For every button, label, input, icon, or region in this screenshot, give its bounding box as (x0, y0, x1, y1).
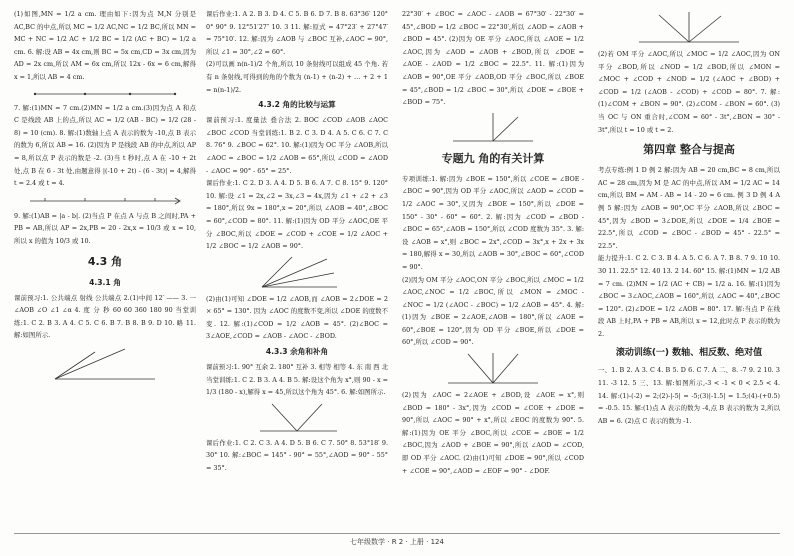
angle-figure (252, 255, 342, 291)
subsection-heading: 4.3.2 角的比较与运算 (258, 100, 336, 110)
answer-text: 专项训练:1. 解:因为 ∠BOE = 150°,所以 ∠COE = ∠BOE - ∠BOC = 90°,因为 OD 平分 ∠AOC,所以 ∠AOD = ∠COD = 1/2 ∠AOC = 30°,又因为 ∠BOE = 150°,所以 ∠DOE = 150° - 30° - 60° = 60°. 2. 解:因为 ∠COD = ∠BOD - ∠BOC = 65°,∠AOB = 150°,所以 ∠COD 度数为 35°. 3. 解:设 ∠AOB = x°,则 ∠BOC = 2x°,∠COD = 3x°,x + 2x + 3x = 180,解得 x = 30,所以 ∠AOB = 30°,∠BOC = 60°,∠COD = 90°. (402, 174, 584, 271)
answer-text: (2)若 OM 平分 ∠AOC,所以 ∠MOC = 1/2 ∠AOC,因为 ON 平分 ∠BOD,所以 ∠NOD = 1/2 ∠BOD,所以 ∠MON = ∠MOC + ∠COD + ∠NOD = 1/2 (∠AOC + ∠BOD) + ∠COD = 1/2 (∠AOB - ∠COD) + ∠COD = 80°. 7. 解:(1)∠COM + ∠BON = 90°. (2)∠COM - ∠BON = 60°. (3)当 OC 与 ON 重合时,∠COM = 60° - 3t°,∠BON = 30° - 3t°,所以 t = 10 或 t = 2. (598, 50, 780, 134)
page-footer: 七年级数学 · R 2 · 上册 · 124 (350, 538, 444, 546)
answer-text: 课前预习:1. 公共端点 射线 公共端点 2.(1)中间 12′ —— 3. 一 ∠AOB ∠O ∠1 ∠α 4. 度 分 秒 60 60 360 180 90 当堂训练:1. C 2. B 3. A 4. C 5. C 6. B 7. B 8. B 9. D 10. 略 11. 解:如图所示. (14, 293, 196, 340)
footer-rule (14, 533, 780, 534)
column-1 (14, 8, 196, 534)
answer-text: 22°30′ + ∠BOC = ∠AOC - ∠AOB = 67°30′ - 22°30′ = 45°,∠BOD = 1/2 ∠BOC = 22°30′,所以 ∠AOD = ∠AOB + ∠BOD = 45°. (2)因为 OE 平分 ∠AOC,所以 ∠AOE = 1/2 ∠AOC,因为 ∠AOD = ∠AOB + ∠BOD,所以 ∠DOE = ∠AOE - ∠AOD = 1/2 ∠BOC = 22.5°. 11. 解:(1)因为 ∠AOB = 90°,OE 平分 ∠AOB,OD 平分 ∠BOC,所以 ∠BOE = 45°,∠BOD = 1/2 ∠BOC = 30°,所以 ∠DOE = ∠BOE + ∠BOD = 75°. (402, 10, 584, 107)
subsection-heading: 4.3.3 余角和补角 (265, 347, 329, 357)
column-4 (598, 8, 780, 534)
angle-figure (45, 344, 165, 384)
section-heading: 第四章 整合与提高 (643, 143, 735, 157)
answer-text: 一、1. B 2. A 3. C 4. B 5. D 6. C 7. A 二、8. -7 9. 2 10. 3 11. -3 12. 5 三、13. 解:如图所示,-3 < -1 < 0 < 2.5 < 4. 14. 解:(1)-(-2) = 2;(2)-|-5| = -5;(3)|-1.5| = 1.5;(4)-(+0.5) = -0.5. 15. 解:(1)点 A 表示的数为 -4,点 B 表示的数为 2,所以 AB = 6. (2)点 C 表示的数为 -1. (598, 366, 780, 425)
column-3 (402, 8, 584, 534)
angle-figure (443, 111, 543, 145)
answer-text: 考点专练:例 1 D 例 2 解:因为 AB = 20 cm,BC = 8 cm,所以 AC = 28 cm,因为 M 是 AC 的中点,所以 AM = 1/2 AC = 14 cm,所以 BM = AM - AB = 14 - 20 = 6 cm. 例 3 D 例 4 A 例 5 解:因为 ∠AOB = 90°,OC 平分 ∠AOB,所以 ∠BOC = 45°,因为 ∠BOD = 3∠DOE,所以 ∠DOE = 1/4 ∠BOE = 22.5°,所以 ∠COD = ∠BOC - ∠BOD = 45° - 22.5° = 22.5°. (598, 166, 780, 250)
section-heading: 专题九 角的有关计算 (441, 151, 545, 165)
answer-text: (2)可以画 n(n-1)/2 个角,所以 10 条射线可以组成 45 个角. 若有 n 条射线,可得到的角的个数为 (n-1) + (n-2) + … + 2 + 1 = n(n-1)/2. (206, 60, 388, 94)
angle-figure (252, 401, 342, 435)
answer-text: (2)由(1)可知 ∠DOE = 1/2 ∠AOB,而 ∠AOB = 2∠DOE = 2 × 65° = 130°. 因为 ∠AOC 的度数不变,所以 ∠DOE 的度数不变. 12. 解:(1)∠COD = 1/2 ∠AOB = 45°. (2)∠BOC = 3∠AOE,∠COD = ∠AOB - ∠AOC - ∠BOD. (206, 294, 388, 341)
answer-text: (2)因为 ∠AOC = 2∠AOE + ∠BOD,设 ∠AOE = x°,则 ∠BOD = 180° - 3x°,因为 ∠COD = ∠COE + ∠DOE = 90°,所以 ∠AOC = 90° + x°,所以 ∠EOC 的度数为 90°. 5. 解:(1)因为 OE 平分 ∠BOC,所以 ∠COE = ∠BOE = 1/2 ∠BOC,因为 ∠AOD + ∠BOE = 90°,所以 ∠AOD = ∠COD,即 OD 平分 ∠AOC. (2)由(1)可知 ∠DOE = 90°,所以 ∠COD + ∠COE = 90°,∠AOD = ∠EOF = 90° - ∠DOF. (402, 391, 584, 475)
segment-figure (30, 86, 180, 100)
answer-text: 7. 解:(1)MN = 7 cm.(2)MN = 1/2 a cm.(3)因为点 A 和点 C 是线段 AB 上的点,所以 AC = 1/2 (AB - BC) = 1/2 (28 - 8) = 10 (cm). 8. 解:(1)数轴上点 A 表示的数为 -10,点 B 表示的数为 6,所以 AB = 16. (2)因为 P 是线段 AB 的中点,所以 AP = 8,所以点 P 表示的数是 -2. (3)当 t 秒时,点 A 在 -10 + 2t 处,点 B 在 6 - 3t 处,由题意得 |(-10 + 2t) - (6 - 3t)| = 4,解得 t = 2.4 或 t = 4. (14, 103, 196, 188)
number-line-figure (25, 192, 185, 208)
answer-text: (1)如图,MN = 1/2 a cm. 理由如下:因为点 M,N 分别是 AC,BC 的中点,所以 MC = 1/2 AC,NC = 1/2 BC,所以 MN = MC + NC = 1/2 AC + 1/2 BC = 1/2 (AC + BC) = 1/2 a cm. 6. 解:设 AB = 4x cm,则 BC = 5x cm,CD = 3x cm,因为 AD = 2x cm,所以 AM = 6x cm,所以 12x - 6x = 6 cm,解得 x = 1,所以 AB = 4 cm. (14, 10, 196, 81)
answer-text: 9. 解:(1)AB = |a - b|. (2)当点 P 在点 A 与点 B 之间时,PA + PB = AB,所以 AP = 2x,PB = 20 - 2x,x = 10/3 或 x = 10,所以 x 的值为 10/3 或 10. (14, 211, 196, 245)
answer-text: 课前预习:1. 90° 互余 2. 180° 互补 3. 相等 相等 4. 东 南 西 北 当堂训练:1. C 2. B 3. A 4. B 5. 解:设这个角为 x°,则 90 - x = 1/3 (180 - x),解得 x = 45,所以这个角为 45°. 6. 解:如图所示. (206, 363, 388, 397)
angle-figure (438, 351, 548, 387)
answer-text: 课前预习:1. 度量法 叠合法 2. BOC ∠COD ∠AOB ∠AOC ∠BOC ∠COD 当堂训练:1. B 2. C 3. D 4. A 5. C 6. C 7. C 8. 76° 9. ∠BOC = 62°. 10. 解:(1)因为 OC 平分 ∠AOB,所以 ∠AOC = ∠BOC = 1/2 ∠AOB = 65°,所以 ∠COD = ∠AOD - ∠AOC = 90° - 65° = 25°. (206, 116, 388, 175)
answer-text: (2)因为 OM 平分 ∠AOC,ON 平分 ∠BOC,所以 ∠MOC = 1/2 ∠AOC,∠NOC = 1/2 ∠BOC,所以 ∠MON = ∠MOC - ∠NOC = 1/2 (∠AOC - ∠BOC) = 1/2 ∠AOB = 45°. 4. 解:(1)因为 ∠BOE = 2∠AOE,∠AOB = 180°,所以 ∠AOE = 60°,∠BOE = 120°,因为 OD 平分 ∠BOE,所以 ∠DOE = 60°,所以 ∠COD = 90°. (402, 275, 584, 347)
answer-text: 课后作业:1. A 2. B 3. D 4. C 5. B 6. D 7. B 8. 63°36′ 120° 0° 90° 9. 12°51′27″ 10. 3 11. 解:原式 = 47°23′ + 27°47′ = 75°10′. 12. 解:因为 ∠AOB 与 ∠BOC 互补,∠AOC = 90°,所以 ∠1 = 30°,∠2 = 60°. (206, 10, 388, 56)
section-heading: 4.3 角 (87, 254, 123, 268)
subsection-heading: 4.3.1 角 (89, 277, 121, 287)
answer-text: 课后作业:1. C 2. D 3. A 4. D 5. B 6. A 7. C 8. 15° 9. 120° 10. 解:设 ∠1 = 2x,∠2 = 3x,∠3 = 4x,因为 ∠1 + ∠2 + ∠3 = 180°,所以 9x = 180°,x = 20°,所以 ∠AOB = 40°,∠BOC = 60°,∠COD = 80°. 11. 解:(1)因为 OD 平分 ∠AOC,OE 平分 ∠BOC,所以 ∠DOE = ∠COD + ∠COE = 1/2 ∠AOC + 1/2 ∠BOC = 1/2 ∠AOB = 90°. (206, 179, 388, 251)
section-heading: 滚动训练(一) 数轴、相反数、绝对值 (615, 348, 763, 359)
answer-text: 能力提升:1. C 2. C 3. B 4. A 5. C 6. A 7. B 8. 7 9. 10 10. 30 11. 22.5° 12. 40 13. 2 14. 60° 15. 解:(1)MN = 1/2 AB = 7 cm. (2)MN = 1/2 (AC + CB) = 1/2 a. 16. 解:(1)因为 ∠BOC = 3∠AOC,∠AOB = 160°,所以 ∠AOC = 40°,∠BOC = 120°. (2)∠DOE = 1/2 ∠AOB = 80°. 17. 解:当点 P 在线段 AB 上时,PA + PB = AB,所以 x = 12,此时点 P 表示的数为 2. (598, 254, 780, 338)
angle-figure (629, 10, 749, 46)
answer-text: 课后作业:1. C 2. C 3. A 4. D 5. B 6. C 7. 50° 8. 53°18′ 9. 30° 10. 解:∠BOC = 145° - 90° = 55°,∠AOD = 90° - 55° = 35°. (206, 438, 388, 473)
column-2 (206, 8, 388, 534)
